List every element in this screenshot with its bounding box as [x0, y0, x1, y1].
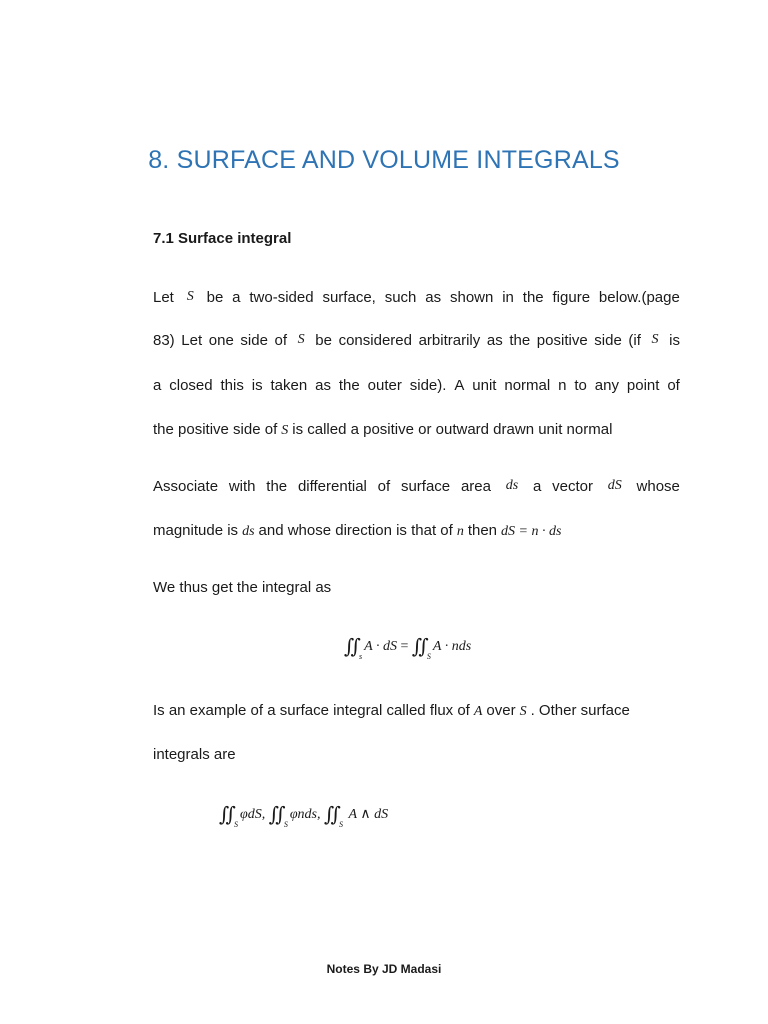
paragraph-1-line-4 — [153, 421, 680, 439]
word: with — [228, 478, 256, 495]
word: a — [153, 377, 162, 394]
word: 83) — [153, 332, 175, 349]
text-segment: the positive side of — [153, 421, 278, 438]
paragraph-4-line-1 — [153, 702, 680, 720]
word: any — [594, 377, 619, 394]
word: such — [384, 289, 417, 306]
word: outer — [367, 377, 402, 394]
word: the — [509, 332, 531, 349]
equation-rhs: A · nds — [432, 639, 472, 654]
word: side). — [409, 377, 447, 394]
double-integral-symbol: ∬ — [324, 804, 337, 826]
word: side — [594, 332, 622, 349]
word: a — [532, 478, 542, 495]
double-integral-symbol: ∬ — [344, 636, 357, 658]
word: the — [266, 478, 288, 495]
integral-term-2: φnds, — [289, 807, 321, 822]
math-variable: S — [297, 332, 305, 347]
integral-term-1: φdS, — [240, 807, 266, 822]
page-title: 8. SURFACE AND VOLUME INTEGRALS — [148, 146, 620, 174]
word: in — [502, 289, 514, 306]
math-equation: dS = n · ds — [501, 524, 562, 539]
word: of — [667, 377, 680, 394]
math-variable: ds — [505, 478, 519, 493]
surface-integral-equation — [344, 634, 471, 661]
paragraph-2-line-2 — [153, 522, 680, 540]
integral-subscript: S — [234, 820, 239, 829]
math-variable: A — [473, 704, 483, 719]
word: Associate — [153, 478, 219, 495]
word: as — [425, 289, 442, 306]
word: the — [522, 289, 544, 306]
word: of — [274, 332, 288, 349]
word: (if — [628, 332, 641, 349]
word: point — [626, 377, 660, 394]
double-integral-symbol: ∬ — [219, 804, 232, 826]
page-footer: Notes By JD Madasi — [326, 962, 442, 976]
math-variable: S — [281, 423, 289, 438]
word: taken — [270, 377, 308, 394]
word: shown — [449, 289, 494, 306]
paragraph-1-line-2 — [153, 332, 680, 349]
math-variable: n — [456, 524, 464, 539]
word: one — [208, 332, 234, 349]
text-segment: then — [467, 522, 498, 539]
word: unit — [472, 377, 497, 394]
math-variable: S — [186, 289, 194, 304]
text-segment: is called a positive or outward drawn unit normal — [292, 421, 613, 438]
word: surface, — [322, 289, 376, 306]
paragraph-1-line-1 — [153, 289, 680, 306]
integral-subscript: S — [283, 820, 288, 829]
word: of — [377, 478, 391, 495]
integral-term-3: A ∧ dS — [348, 807, 389, 822]
section-heading: 7.1 Surface integral — [153, 230, 292, 247]
word: Let — [153, 289, 174, 306]
math-variable: S — [651, 332, 659, 347]
word: A — [454, 377, 465, 394]
word: Let — [181, 332, 203, 349]
word: surface — [400, 478, 451, 495]
double-integral-symbol: ∬ — [411, 636, 424, 658]
word: be — [315, 332, 332, 349]
math-variable: ds — [242, 524, 255, 539]
word: this — [220, 377, 244, 394]
word: as — [315, 377, 331, 394]
word: be — [206, 289, 224, 306]
word: area — [460, 478, 491, 495]
word: vector — [552, 478, 593, 495]
word: a — [232, 289, 241, 306]
word: side — [240, 332, 268, 349]
text-segment: Is an example of a surface integral called flux of — [153, 702, 470, 719]
equation-lhs: A · dS — [364, 639, 397, 654]
math-variable: S — [519, 704, 527, 719]
word: to — [574, 377, 587, 394]
word: whose — [636, 478, 680, 495]
word: below.(page — [598, 289, 680, 306]
text-segment: and whose direction is that of — [258, 522, 453, 539]
word: n — [558, 377, 567, 394]
integral-subscript: S — [339, 820, 344, 829]
integral-subscript: s — [359, 652, 363, 661]
word: is — [251, 377, 263, 394]
word: differential — [297, 478, 367, 495]
paragraph-1-line-3 — [153, 377, 680, 394]
paragraph-4-line-2: integrals are — [153, 746, 236, 763]
text-segment: magnitude is — [153, 522, 239, 539]
equals-sign: = — [400, 639, 409, 654]
word: as — [486, 332, 503, 349]
word: considered — [338, 332, 412, 349]
word: the — [338, 377, 360, 394]
double-integral-symbol: ∬ — [268, 804, 281, 826]
integral-subscript: S — [426, 652, 431, 661]
word: is — [669, 332, 680, 349]
word: arbitrarily — [418, 332, 481, 349]
other-surface-integrals-equation — [219, 802, 388, 829]
math-variable: dS — [607, 478, 622, 493]
word: figure — [552, 289, 591, 306]
paragraph-2-line-1 — [153, 478, 680, 495]
word: positive — [536, 332, 588, 349]
word: closed — [169, 377, 213, 394]
text-segment: over — [486, 702, 516, 719]
word: two-sided — [249, 289, 314, 306]
text-segment: . Other surface — [530, 702, 630, 719]
paragraph-3: We thus get the integral as — [153, 579, 332, 596]
word: normal — [504, 377, 551, 394]
